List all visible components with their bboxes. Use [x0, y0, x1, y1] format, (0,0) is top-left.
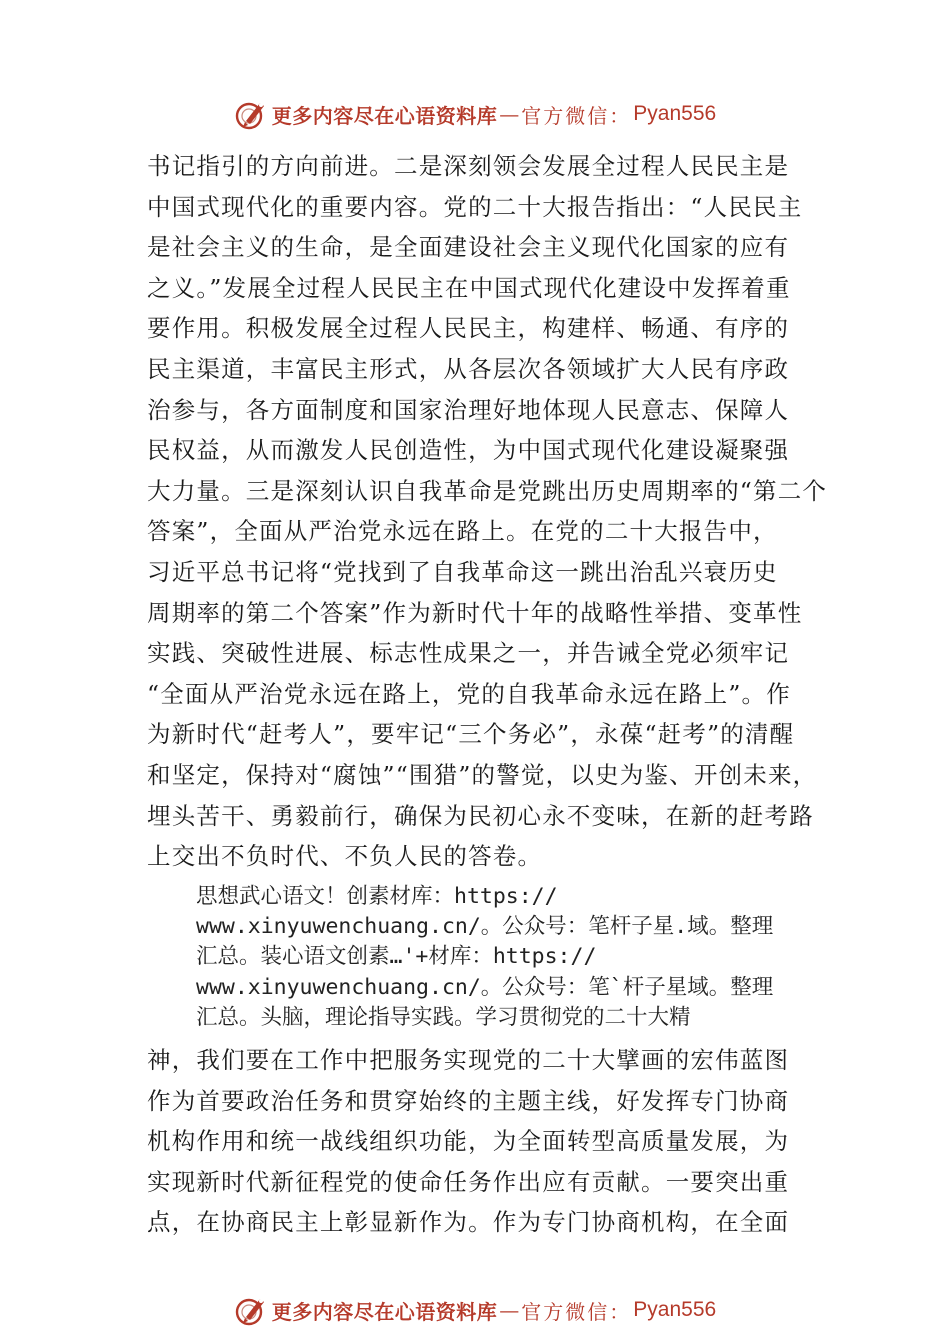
text-line: 治参与，各方面制度和国家治理好地体现人民意志、保障人 [147, 395, 790, 424]
text-line: 答案”，全面从严治党永远在路上。在党的二十大报告中， [147, 517, 778, 546]
text-line: 点，在协商民主上彰显新作为。作为专门协商机构，在全面 [147, 1208, 790, 1237]
text-line: 实现新时代新征程党的使命任务作出应有贡献。一要突出重 [147, 1167, 790, 1196]
note-line: 汇总。头脑，理论指导实践。学习贯彻党的二十大精 [196, 1004, 691, 1030]
footer-brand: 更多内容尽在心语资料库 [271, 1299, 498, 1324]
pen-nib-logo-icon [234, 1293, 268, 1327]
text-line: 周期率的第二个答案”作为新时代十年的战略性举措、变革性 [147, 598, 803, 627]
text-line: 中国式现代化的重要内容。党的二十大报告指出：“人民民主 [147, 192, 803, 221]
pen-nib-logo-icon [234, 97, 268, 131]
text-line: 是社会主义的生命，是全面建设社会主义现代化国家的应有 [147, 233, 790, 262]
header-wechat-id: Pyan556 [633, 102, 717, 125]
text-line: “全面从严治党永远在路上，党的自我革命永远在路上”。作 [147, 679, 791, 708]
text-line: 习近平总书记将“党找到了自我革命这一跳出治乱兴衰历史 [147, 557, 778, 586]
text-line: 要作用。积极发展全过程人民民主，构建样、畅通、有序的 [147, 314, 790, 343]
note-line: www.xinyuwenchuang.cn/。公众号：笔杆子星.域。整理 [196, 914, 774, 940]
note-line: www.xinyuwenchuang.cn/。公众号：笔`杆子星域。整理 [196, 974, 774, 1000]
footer-wechat-id: Pyan556 [633, 1298, 717, 1321]
body-paragraph-2 [147, 1040, 827, 1243]
footer-banner [0, 1288, 950, 1332]
text-line: 和坚定，保持对“腐蚀”“围猎”的警觉，以史为鉴、开创未来， [147, 760, 818, 789]
text-line: 之义。”发展全过程人民民主在中国式现代化建设中发挥着重 [147, 273, 791, 302]
text-line: 机构作用和统一战线组织功能，为全面转型高质量发展，为 [147, 1127, 790, 1156]
footer-dash: — [499, 1298, 520, 1322]
text-line: 书记指引的方向前进。二是深刻领会发展全过程人民民主是 [147, 152, 790, 180]
text-line: 上交出不负时代、不负人民的答卷。 [147, 842, 543, 871]
note-line: 汇总。装心语文创素…'+材库：https:// [196, 944, 597, 970]
text-line: 神，我们要在工作中把服务实现党的二十大擘画的宏伟蓝图 [147, 1046, 790, 1074]
text-line: 实践、突破性进展、标志性成果之一，并告诫全党必须牢记 [147, 639, 790, 668]
body-paragraph-1 [147, 146, 827, 877]
text-line: 大力量。三是深刻认识自我革命是党跳出历史周期率的“第二个 [147, 476, 828, 505]
text-line: 作为首要政治任务和贯穿始终的主题主线，好发挥专门协商 [147, 1086, 790, 1115]
header-brand: 更多内容尽在心语资料库 [271, 103, 498, 128]
header-dash: — [499, 102, 520, 126]
text-line: 民主渠道，丰富民主形式，从各层次各领域扩大人民有序政 [147, 354, 790, 383]
text-line: 为新时代“赶考人”，要牢记“三个务必”，永葆“赶考”的清醒 [147, 720, 795, 749]
note-line: 思想武心语文！创素材库：https:// [196, 884, 558, 909]
footer-official-label: 官方微信： [521, 1299, 632, 1324]
text-line: 埋头苦干、勇毅前行，确保为民初心永不变味，在新的赶考路 [147, 801, 814, 830]
header-banner [0, 92, 950, 136]
header-official-label: 官方微信： [521, 103, 632, 128]
text-line: 民权益，从而激发人民创造性，为中国式现代化建设凝聚强 [147, 436, 790, 465]
inserted-note [196, 882, 836, 1033]
